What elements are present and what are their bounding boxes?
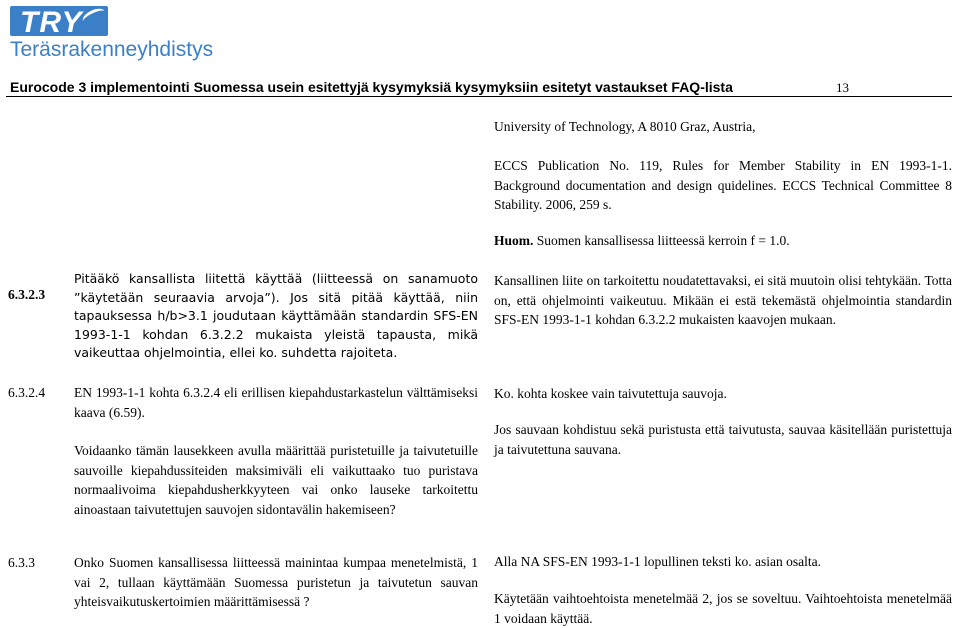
- answer-text: Kansallinen liite on tarkoitettu noudatettavaksi, ei sitä muutoin olisi tehtykään. Totta on, että ohjelmointi vaikeutuu. Mikään ei estä tekemästä ohjelmointia standardin SFS-EN 1993-1-1 kohdan 6.3.2.2 mukaisten kaavojen mukaan.: [494, 273, 952, 327]
- note-text: Suomen kansallisessa liitteessä kerroin f = 1.0.: [533, 233, 790, 248]
- logo-badge: [10, 6, 108, 39]
- clause-number: 6.3.3: [8, 555, 35, 570]
- clause-number: 6.3.2.3: [8, 287, 46, 302]
- document-title: Eurocode 3 implementointi Suomessa usein esitettyjä kysymyksiä kysymyksiin esitetyt vastaukset FAQ-lista: [10, 79, 733, 95]
- clause-number: 6.3.2.4: [8, 385, 46, 400]
- note-label: Huom.: [494, 233, 534, 248]
- reference-publication: ECCS Publication No. 119, Rules for Member Stability in EN 1993-1-1. Background documentation and design quidelines. ECCS Technical Committee 8 Stability. 2006, 259 s.: [494, 158, 952, 212]
- answer-text-continued: Käytetään vaihtoehtoista menetelmää 2, jos se soveltuu. Vaihtoehtoista menetelmää 1 voidaan käyttää.: [494, 591, 952, 626]
- logo-organization-name: Teräsrakenneyhdistys: [10, 38, 214, 61]
- answer-text-continued: Jos sauvaan kohdistuu sekä puristusta että taivutusta, sauvaa käsitellään puristettuja ja taivutettuna sauvana.: [494, 422, 952, 457]
- reference-note: [494, 231, 954, 251]
- page-number: 13: [836, 80, 849, 95]
- question-text-continued: Voidaanko tämän lausekkeen avulla määrittää puristetuille ja taivutetuille sauvoille kiepahdussiteiden maksimiväli eli vaikuttaako tuo puristava normaalivoima kiepahdusherkkyyteen vai onko lauseke tarkoitettu ainoastaan taivutettujen sauvojen sidontavälin hakemiseen?: [74, 443, 478, 517]
- header-rule: [6, 96, 952, 97]
- answer-text: Alla NA SFS-EN 1993-1-1 lopullinen teksti ko. asian osalta.: [494, 554, 821, 569]
- question-text: Pitääkö kansallista liitettä käyttää (liitteessä on sanamuoto ”käytetään seuraavia arvoja”). Jos sitä pitää käyttää, niin tapauksessa h/b>3.1 joudutaan käyttämään standardin SFS-EN 1993-1-1 kohdan 6.3.2.2 mukaista yleistä tapausta, mikä vaikeuttaa ohjelmointia, ellei ko. suhdetta rajoiteta.: [74, 271, 478, 360]
- answer-text: Ko. kohta koskee vain taivutettuja sauvoja.: [494, 386, 727, 401]
- logo-swoosh-icon: [80, 6, 107, 28]
- question-text: Onko Suomen kansallisessa liitteessä mainintaa kumpaa menetelmistä, 1 vai 2, tullaan käyttämään Suomessa puristetun ja taivutetun sauvan yhteisvaikutuskertoimien määrittämisessä ?: [74, 555, 478, 609]
- try-logo: [8, 4, 228, 64]
- question-text: EN 1993-1-1 kohta 6.3.2.4 eli erillisen kiepahdustarkastelun välttämiseksi kaava (6.59).: [74, 385, 478, 420]
- logo-short-name: TRY: [20, 6, 83, 39]
- reference-line-1: University of Technology, A 8010 Graz, Austria,: [494, 119, 756, 134]
